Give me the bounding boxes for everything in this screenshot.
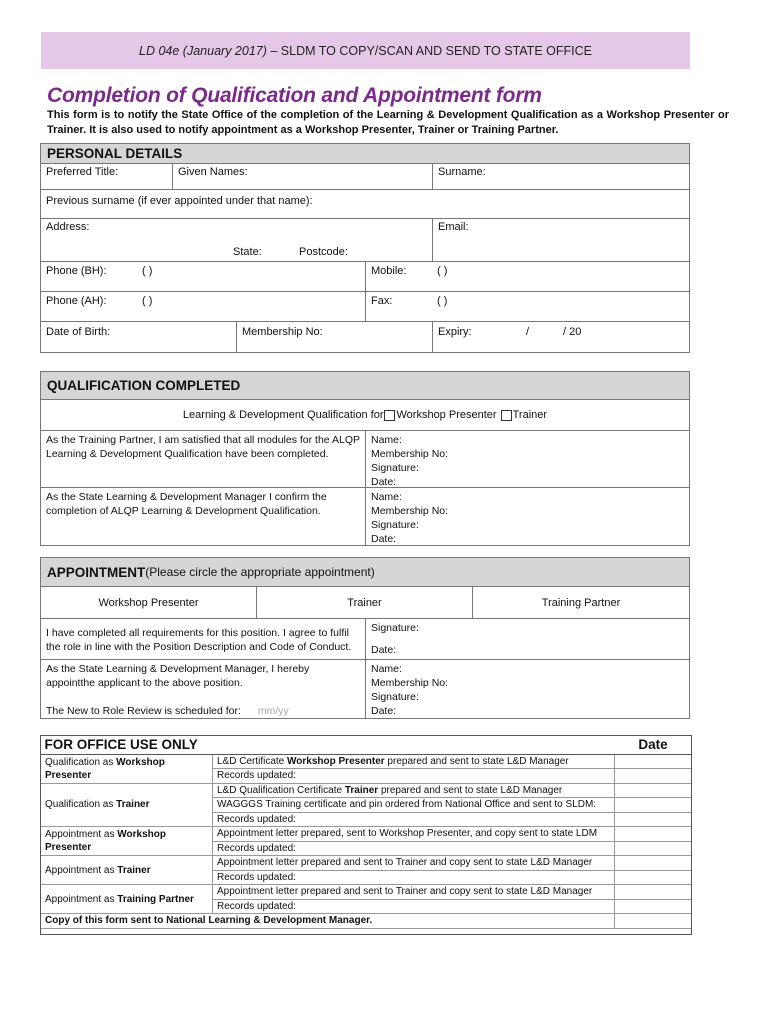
task-text-pre: Appointment letter prepared and sent to Trainer and copy sent to state L&D Manager (217, 886, 593, 898)
phone-bh-label: Phone (BH): (46, 265, 107, 277)
section-heading: QUALIFICATION COMPLETED (41, 372, 689, 400)
office-use-section (40, 735, 692, 929)
membership-label: Membership No: (371, 677, 449, 689)
membership-field[interactable] (237, 322, 433, 352)
postcode-label: Postcode: (299, 246, 348, 258)
office-category (41, 856, 213, 885)
section-heading: PERSONAL DETAILS (41, 144, 689, 164)
task-text-pre: Records updated: (217, 770, 296, 782)
banner-instruction: – SLDM TO COPY/SCAN AND SEND TO STATE OFFICE (266, 43, 592, 58)
task-text-bold: Workshop Presenter (287, 755, 385, 767)
table-row (41, 783, 692, 798)
fax-label: Fax: (371, 295, 393, 307)
office-date-cell[interactable] (615, 885, 692, 900)
applicant-sign-block[interactable] (366, 619, 689, 659)
trainer-option: Trainer (512, 409, 548, 421)
office-task (213, 812, 615, 827)
phone-ah-field[interactable] (41, 292, 366, 321)
expiry-label: Expiry: (438, 326, 472, 338)
task-text-pre: Records updated: (217, 842, 296, 854)
appointment-heading: APPOINTMENT (47, 564, 146, 580)
date-label: Date: (371, 476, 397, 488)
office-date-cell[interactable] (615, 754, 692, 769)
office-date-cell[interactable] (615, 899, 692, 914)
category-role: Workshop Presenter (45, 829, 166, 853)
signature-label: Signature: (371, 691, 419, 703)
task-text-pre: L&D Certificate (217, 755, 288, 767)
table-row (41, 754, 692, 769)
personal-details-section (40, 143, 690, 353)
office-date-cell[interactable] (615, 783, 692, 798)
dob-label: Date of Birth: (46, 326, 111, 338)
dob-field[interactable] (41, 322, 237, 352)
expiry-slash: / (526, 326, 530, 338)
membership-label: Membership No: (371, 505, 449, 517)
previous-surname-label: Previous surname (if ever appointed under that name): (46, 195, 313, 207)
sldm-statement: As the State Learning & Development Manager I confirm the completion of ALQP Learning & Development Qualification. (41, 488, 366, 545)
task-text-pre: Records updated: (217, 813, 296, 825)
page-title: Completion of Qualification and Appointment form (47, 84, 542, 107)
table-row (41, 827, 692, 842)
option-training-partner[interactable]: Training Partner (541, 596, 621, 609)
given-names-label: Given Names: (178, 166, 248, 178)
expiry-field[interactable] (433, 322, 689, 352)
qualification-section (40, 371, 690, 546)
category-prefix: Appointment as (45, 893, 118, 905)
intro-text: This form is to notify the State Office of the completion of the Learning & Development Qualification as a Workshop Presenter or Trainer. It is also used to notify appointment as a Workshop Presenter, Trainer or Training Partner. (47, 109, 729, 136)
task-text-pre: Records updated: (217, 871, 296, 883)
office-date-cell[interactable] (615, 870, 692, 885)
workshop-presenter-checkbox[interactable] (384, 410, 395, 421)
office-task (213, 827, 615, 842)
office-task (213, 870, 615, 885)
appointment-section (40, 557, 690, 719)
task-text-pre: Appointment letter prepared and sent to Trainer and copy sent to state L&D Manager (217, 857, 593, 869)
email-label: Email: (438, 221, 469, 233)
training-partner-statement: As the Training Partner, I am satisfied that all modules for the ALQP Learning & Development Qualification have been completed. (41, 431, 366, 487)
office-date-heading: Date (615, 735, 692, 754)
office-heading: FOR OFFICE USE ONLY (41, 735, 615, 754)
category-prefix: Qualification as (45, 799, 117, 811)
name-label: Name: (371, 434, 402, 446)
training-partner-sign-block[interactable] (366, 431, 689, 487)
office-task (213, 885, 615, 900)
applicant-statement: I have completed all requirements for this position. I agree to fulfil the role in line with the Position Description and Code of Conduct. (41, 619, 366, 659)
category-role: Trainer (117, 864, 151, 876)
workshop-presenter-option: Workshop Presenter (396, 409, 497, 421)
office-category (41, 885, 213, 914)
office-task (213, 769, 615, 784)
preferred-title-label: Preferred Title: (46, 166, 119, 178)
category-prefix: Appointment as (45, 864, 118, 876)
sldm-appointment-statement: As the State Learning & Development Manager, I hereby appointthe applicant to the above position. (46, 663, 310, 689)
office-date-cell[interactable] (615, 798, 692, 813)
form-code-banner (41, 32, 690, 69)
membership-label: Membership No: (242, 326, 323, 338)
name-label: Name: (371, 491, 402, 503)
form-code: LD 04e (January 2017) (139, 43, 267, 58)
category-prefix: Qualification as (45, 756, 117, 768)
office-date-cell[interactable] (615, 914, 692, 929)
address-field[interactable] (41, 219, 433, 261)
address-label: Address: (46, 221, 90, 233)
signature-label: Signature: (371, 622, 419, 634)
category-role: Training Partner (117, 893, 194, 905)
surname-field[interactable] (433, 164, 689, 189)
date-label: Date: (371, 705, 397, 717)
office-category (41, 827, 213, 856)
office-date-cell[interactable] (615, 812, 692, 827)
qualification-for-label: Learning & Development Qualification for (182, 409, 384, 421)
option-workshop-presenter[interactable]: Workshop Presenter (41, 587, 257, 618)
category-role: Trainer (116, 799, 150, 811)
office-date-cell[interactable] (615, 769, 692, 784)
phone-ah-label: Phone (AH): (46, 295, 107, 307)
task-text-post: prepared and sent to state L&D Manager (378, 784, 563, 796)
task-text-pre: WAGGGS Training certificate and pin ordered from National Office and sent to SLDM: (217, 799, 597, 811)
signature-label: Signature: (371, 519, 419, 531)
table-row (41, 885, 692, 900)
category-prefix: Appointment as (45, 829, 118, 840)
task-text-bold: Trainer (344, 784, 379, 796)
option-trainer[interactable]: Trainer (257, 587, 473, 618)
office-category (41, 754, 213, 783)
appointment-manager-block (41, 660, 366, 718)
mobile-field[interactable] (366, 262, 689, 291)
task-text-pre: Records updated: (217, 900, 296, 912)
surname-label: Surname: (438, 166, 486, 178)
table-row (41, 856, 692, 871)
area-code-parens: ( ) (142, 265, 153, 277)
membership-label: Membership No: (371, 448, 449, 460)
office-task (213, 856, 615, 871)
office-date-cell[interactable] (615, 841, 692, 856)
mobile-label: Mobile: (371, 265, 407, 277)
office-task (213, 754, 615, 769)
task-text-post: prepared and sent to state L&D Manager (384, 755, 569, 767)
state-label: State: (233, 246, 262, 258)
appointment-heading-note: (Please circle the appropriate appointment) (145, 565, 375, 579)
office-task (213, 841, 615, 856)
office-date-cell[interactable] (615, 856, 692, 871)
review-label: The New to Role Review is scheduled for: (46, 705, 241, 717)
date-label: Date: (371, 644, 397, 656)
office-category (41, 783, 213, 827)
fax-field[interactable] (366, 292, 689, 321)
sldm-sign-block[interactable] (366, 488, 689, 545)
office-use-table (40, 735, 692, 929)
expiry-year: / 20 (563, 326, 582, 338)
category-role: Workshop Presenter (45, 756, 165, 781)
appointment-sldm-sign-block[interactable] (366, 660, 689, 718)
area-code-parens: ( ) (142, 295, 153, 307)
office-footer-note: Copy of this form sent to National Learning & Development Manager. (41, 914, 615, 929)
area-code-parens: ( ) (437, 265, 448, 277)
section-heading (41, 558, 689, 587)
trainer-checkbox[interactable] (501, 410, 512, 421)
email-field[interactable] (433, 219, 689, 261)
office-task (213, 783, 615, 798)
previous-surname-field[interactable] (41, 193, 689, 218)
office-task (213, 798, 615, 813)
given-names-field[interactable] (173, 164, 433, 189)
office-task (213, 899, 615, 914)
date-label: Date: (371, 533, 397, 545)
phone-bh-field[interactable] (41, 262, 366, 291)
signature-label: Signature: (371, 462, 419, 474)
office-date-cell[interactable] (615, 827, 692, 842)
area-code-parens: ( ) (437, 295, 448, 307)
preferred-title-field[interactable] (41, 164, 173, 189)
task-text-pre: Appointment letter prepared, sent to Workshop Presenter, and copy sent to state LDM (217, 828, 598, 840)
task-text-pre: L&D Qualification Certificate (217, 784, 345, 796)
review-date-input[interactable]: mm/yy (257, 705, 289, 717)
table-row (41, 914, 692, 929)
name-label: Name: (371, 663, 402, 675)
